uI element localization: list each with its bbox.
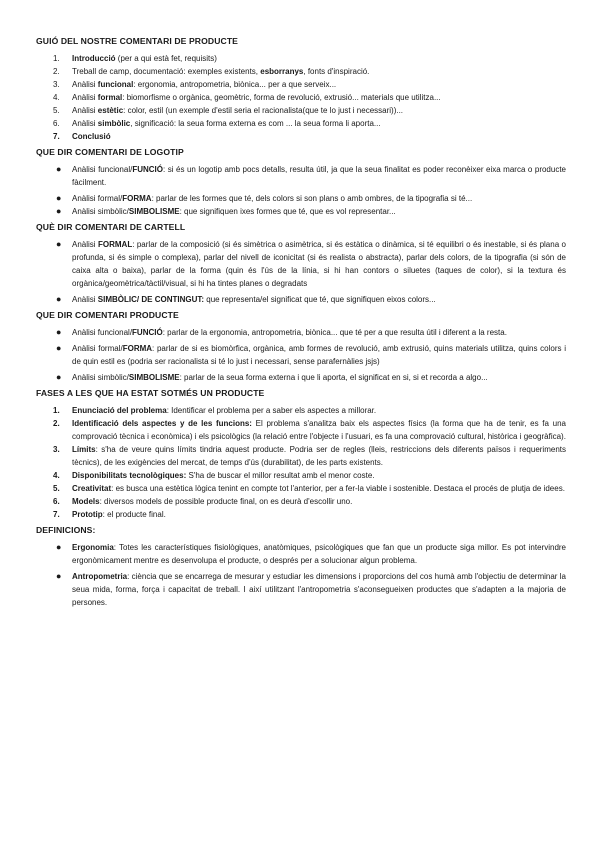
list-item (36, 541, 566, 567)
bold-term: SIMBOLISME (128, 207, 180, 216)
section-title: QUE DIR COMENTARI PRODUCTE (36, 310, 179, 320)
list-number: 3. (53, 445, 60, 454)
bold-term: Introducció (72, 54, 116, 63)
item-text: S'ha de buscar el millor resultat amb el menor coste. (186, 471, 375, 480)
list-item (36, 65, 566, 78)
item-text: Anàlisi funcional/ (72, 165, 133, 174)
list-number: 6. (53, 119, 60, 128)
list-item (36, 192, 566, 205)
list-number: 1. (53, 406, 60, 415)
list-item (36, 482, 566, 495)
item-text: : parlar de la seua forma externa i que li aporta, el significat en si, si et recorda a algo... (179, 373, 488, 382)
list-item (36, 205, 566, 218)
bold-term: esborranys (260, 67, 304, 76)
item-text: Anàlisi simbòlic/ (72, 207, 129, 216)
bullet-icon: ● (56, 327, 62, 337)
list-item (36, 371, 566, 384)
bold-term: Disponibilitats tecnològiques: (72, 471, 187, 480)
item-text: : parlar de la ergonomia, antropometria, biònica... que té per a que resulta útil i diferent a la resta. (162, 328, 507, 337)
item-text: Anàlisi (72, 80, 98, 89)
bold-term: FORMA (122, 344, 153, 353)
list-item (36, 293, 566, 306)
item-text: , fonts d'inspiració. (303, 67, 370, 76)
list-item (36, 163, 566, 189)
item-text: (per a qui està fet, requisits) (115, 54, 217, 63)
bullet-list (36, 326, 566, 384)
list-number: 7. (53, 132, 60, 141)
item-text: : Totes les característiques fisiològiques, anatòmiques, psicològiques que fan que un producte siga millor. Es pot intervindre ergonòmicament mentre es desenvolupa el producte, o després per a solucionar algun problema. (72, 543, 566, 565)
list-item (36, 342, 566, 368)
list-item (36, 238, 566, 290)
item-text: : es busca una estètica lògica tenint en compte tot l'anterior, per a fer-la viable i sostenible. Destaca el procés de plutja de idees. (111, 484, 565, 493)
bold-term: SIMBOLISME (128, 373, 180, 382)
bold-term: FUNCIÓ (132, 165, 163, 174)
list-item (36, 326, 566, 339)
section-producte (36, 310, 566, 384)
list-item (36, 495, 566, 508)
list-item (36, 78, 566, 91)
list-item (36, 443, 566, 469)
section-title: DEFINICIONS: (36, 525, 96, 535)
bullet-icon: ● (56, 239, 62, 249)
list-number: 6. (53, 497, 60, 506)
section-guio (36, 36, 566, 143)
numbered-list (36, 52, 566, 143)
bold-term: formal (97, 93, 123, 102)
section-title: QUÈ DIR COMENTARI DE CARTELL (36, 222, 186, 232)
item-text: Treball de camp, documentació: exemples existents, (72, 67, 261, 76)
item-text: : el producte final. (102, 510, 166, 519)
item-text: : color, estil (un exemple d'estil seria el racionalista(que te lo just i necessari))... (123, 106, 404, 115)
list-item (36, 404, 566, 417)
list-item (36, 52, 566, 65)
list-item (36, 104, 566, 117)
list-number: 7. (53, 510, 60, 519)
bold-term: Antropometria (72, 572, 128, 581)
bullet-icon: ● (56, 164, 62, 174)
bullet-list (36, 238, 566, 306)
bold-term: simbòlic (97, 119, 131, 128)
bold-term: Models (72, 497, 100, 506)
item-text: : parlar de la composició (si és simètrica o asimètrica, si és estàtica o dinàmica, si té equilibri o és inestable, si és plana o profunda, si és simple o complexa), parlar del nivell de iconicitat (si és realista o abstracta), parlar dels colors, de la tipografia (si són de caixa alta o baixa), parlar de la forma (quin és l'ús de la línia, si hi han contors o siluetes (taques de color), si la textura és orgànica/geomètrica/tàctil/visual, si hi ha tintes planes o degradats (72, 240, 567, 288)
item-text: : biomorfisme o orgànica, geomètric, forma de revolució, extrusió... materials que utilitza... (122, 93, 441, 102)
list-item (36, 469, 566, 482)
list-item (36, 91, 566, 104)
bullet-icon: ● (56, 206, 62, 216)
list-item (36, 117, 566, 130)
item-text: : ciència que se encarrega de mesurar y estudiar les dimensions i proporcions del cos humà amb l'objectiu de determinar la seua mida, forma, força i capacitat de treball. I així utilitzant l'antropometria s'aconsegueixen productes que s'adapten a la majoria de persones. (72, 572, 566, 607)
item-text: : s'ha de veure quins límits tindria aquest producte. Podria ser de regles (lleis, restriccions dels diferents països i requeriments tècnics), de les exigències del mercat, de temps d'ús (durabilitat), de les parts existents. (72, 445, 566, 467)
item-text: Anàlisi (72, 240, 98, 249)
item-text: , significació: la seua forma externa es com ... la seua forma li aporta... (130, 119, 381, 128)
section-definicions (36, 525, 566, 609)
section-title: QUE DIR COMENTARI DE LOGOTIP (36, 147, 184, 157)
bullet-icon: ● (56, 343, 62, 353)
section-title: FASES A LES QUE HA ESTAT SOTMÉS UN PRODUCTE (36, 388, 265, 398)
bold-term: FORMAL (98, 240, 133, 249)
bullet-icon: ● (56, 542, 62, 552)
section-logotip (36, 147, 566, 218)
item-text: : que signifiquen ixes formes que té, que es vol representar... (179, 207, 396, 216)
bold-term: Enunciació del problema (72, 406, 167, 415)
bold-term: estètic (97, 106, 124, 115)
list-number: 1. (53, 54, 60, 63)
item-text: Anàlisi (72, 119, 98, 128)
bold-term: Creativitat (72, 484, 112, 493)
item-text: Anàlisi formal/ (72, 194, 123, 203)
item-text: : diversos models de possible producte final, on es deurà d'escollir uno. (99, 497, 353, 506)
item-text: Anàlisi funcional/ (72, 328, 133, 337)
list-number: 5. (53, 484, 60, 493)
list-item (36, 508, 566, 521)
bold-term: Conclusió (72, 132, 111, 141)
item-text: Anàlisi simbòlic/ (72, 373, 129, 382)
section-cartell (36, 222, 566, 306)
item-text: : ergonomia, antropometria, biònica... per a que serveix... (133, 80, 337, 89)
bullet-list (36, 163, 566, 218)
item-text: Anàlisi (72, 106, 98, 115)
bold-term: Ergonomia (72, 543, 114, 552)
section-fases (36, 388, 566, 521)
bullet-icon: ● (56, 193, 62, 203)
bold-term: Identificació dels aspectes y de les funcions: (72, 419, 252, 428)
list-item (36, 570, 566, 609)
list-number: 4. (53, 471, 60, 480)
item-text: : Identificar el problema per a saber els aspectes a millorar. (166, 406, 377, 415)
numbered-list (36, 404, 566, 521)
item-text: Anàlisi (72, 295, 98, 304)
list-number: 2. (53, 419, 60, 428)
item-text: Anàlisi formal/ (72, 344, 123, 353)
bold-term: FORMA (122, 194, 152, 203)
list-item (36, 417, 566, 443)
document-page (36, 36, 566, 613)
list-number: 4. (53, 93, 60, 102)
bold-term: funcional (97, 80, 134, 89)
bullet-icon: ● (56, 372, 62, 382)
bold-term: SIMBÒLIC/ DE CONTINGUT: (97, 295, 205, 304)
section-title: GUIÓ DEL NOSTRE COMENTARI DE PRODUCTE (36, 36, 239, 46)
list-number: 5. (53, 106, 60, 115)
list-item (36, 130, 566, 143)
item-text: : si és un logotip amb pocs detalls, resulta útil, ja que la seua finalitat es poder reconèixer eixa marca o producte fàcilment. (72, 165, 567, 187)
bullet-icon: ● (56, 571, 62, 581)
item-text: El problema s'analitza baix els aspectes físics (la forma que ha de tenir, es fa una comprovació tècnica i econòmica) i els psicològics (la relació entre l'objecte i l'usuari, es fa una comprovació cultural, històrica i geogràfica). (72, 419, 566, 441)
bold-term: Límits (72, 445, 96, 454)
item-text: : parlar de si es biomòrfica, orgànica, amb formes de revolució, amb extrusió, quins materials utilitza, quins colors i de quin estil es (podria ser racionalista si té lo just i necessari, sense parafernàlies jsjs) (72, 344, 566, 366)
list-number: 3. (53, 80, 60, 89)
bullet-list (36, 541, 566, 609)
item-text: : parlar de les formes que té, dels colors si son plans o amb ombres, de la tipografia si té... (151, 194, 473, 203)
item-text: que representa/el significat que té, que signifiquen eixos colors... (204, 295, 436, 304)
bold-term: FUNCIÓ (132, 328, 163, 337)
list-number: 2. (53, 67, 60, 76)
bold-term: Prototip (72, 510, 103, 519)
bullet-icon: ● (56, 294, 62, 304)
item-text: Anàlisi (72, 93, 98, 102)
